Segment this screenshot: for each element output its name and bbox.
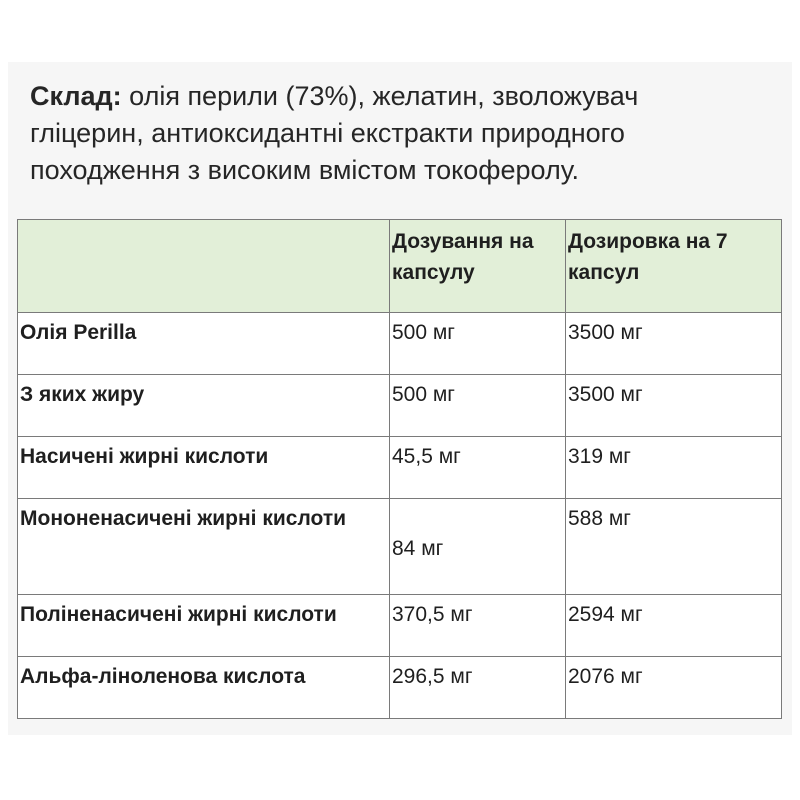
- composition-text: олія перили (73%), желатин, зволожувач гліцерин, антиоксидантні екстракти природного походження з високим вмістом токоферолу.: [30, 81, 639, 185]
- row-name: Мононенасичені жирні кислоти: [18, 499, 390, 595]
- table-row: [18, 657, 782, 719]
- row-per-capsule: 370,5 мг: [390, 595, 566, 657]
- row-name: Насичені жирні кислоти: [18, 437, 390, 499]
- header-cell-empty: [18, 220, 390, 313]
- row-per-7: 3500 мг: [566, 313, 782, 375]
- composition-paragraph: [30, 78, 720, 189]
- row-name: Поліненасичені жирні кислоти: [18, 595, 390, 657]
- row-per-capsule: 296,5 мг: [390, 657, 566, 719]
- nutrition-table: [17, 219, 782, 719]
- table-row: [18, 313, 782, 375]
- table-row: [18, 499, 782, 595]
- header-cell-per-7-capsules: Дозировка на 7 капсул: [566, 220, 782, 313]
- table-header-row: [18, 220, 782, 313]
- row-per-capsule: 84 мг: [390, 499, 566, 595]
- table-row: [18, 437, 782, 499]
- row-per-capsule: 500 мг: [390, 313, 566, 375]
- row-per-capsule: 500 мг: [390, 375, 566, 437]
- header-cell-per-capsule: Дозування на капсулу: [390, 220, 566, 313]
- row-per-capsule: 45,5 мг: [390, 437, 566, 499]
- table-row: [18, 375, 782, 437]
- row-name: З яких жиру: [18, 375, 390, 437]
- table-row: [18, 595, 782, 657]
- row-per-7: 588 мг: [566, 499, 782, 595]
- row-per-7: 2594 мг: [566, 595, 782, 657]
- composition-label: Склад:: [30, 81, 122, 111]
- row-per-7: 3500 мг: [566, 375, 782, 437]
- row-name: Олія Perilla: [18, 313, 390, 375]
- row-per-7: 319 мг: [566, 437, 782, 499]
- row-name: Альфа-ліноленова кислота: [18, 657, 390, 719]
- row-per-7: 2076 мг: [566, 657, 782, 719]
